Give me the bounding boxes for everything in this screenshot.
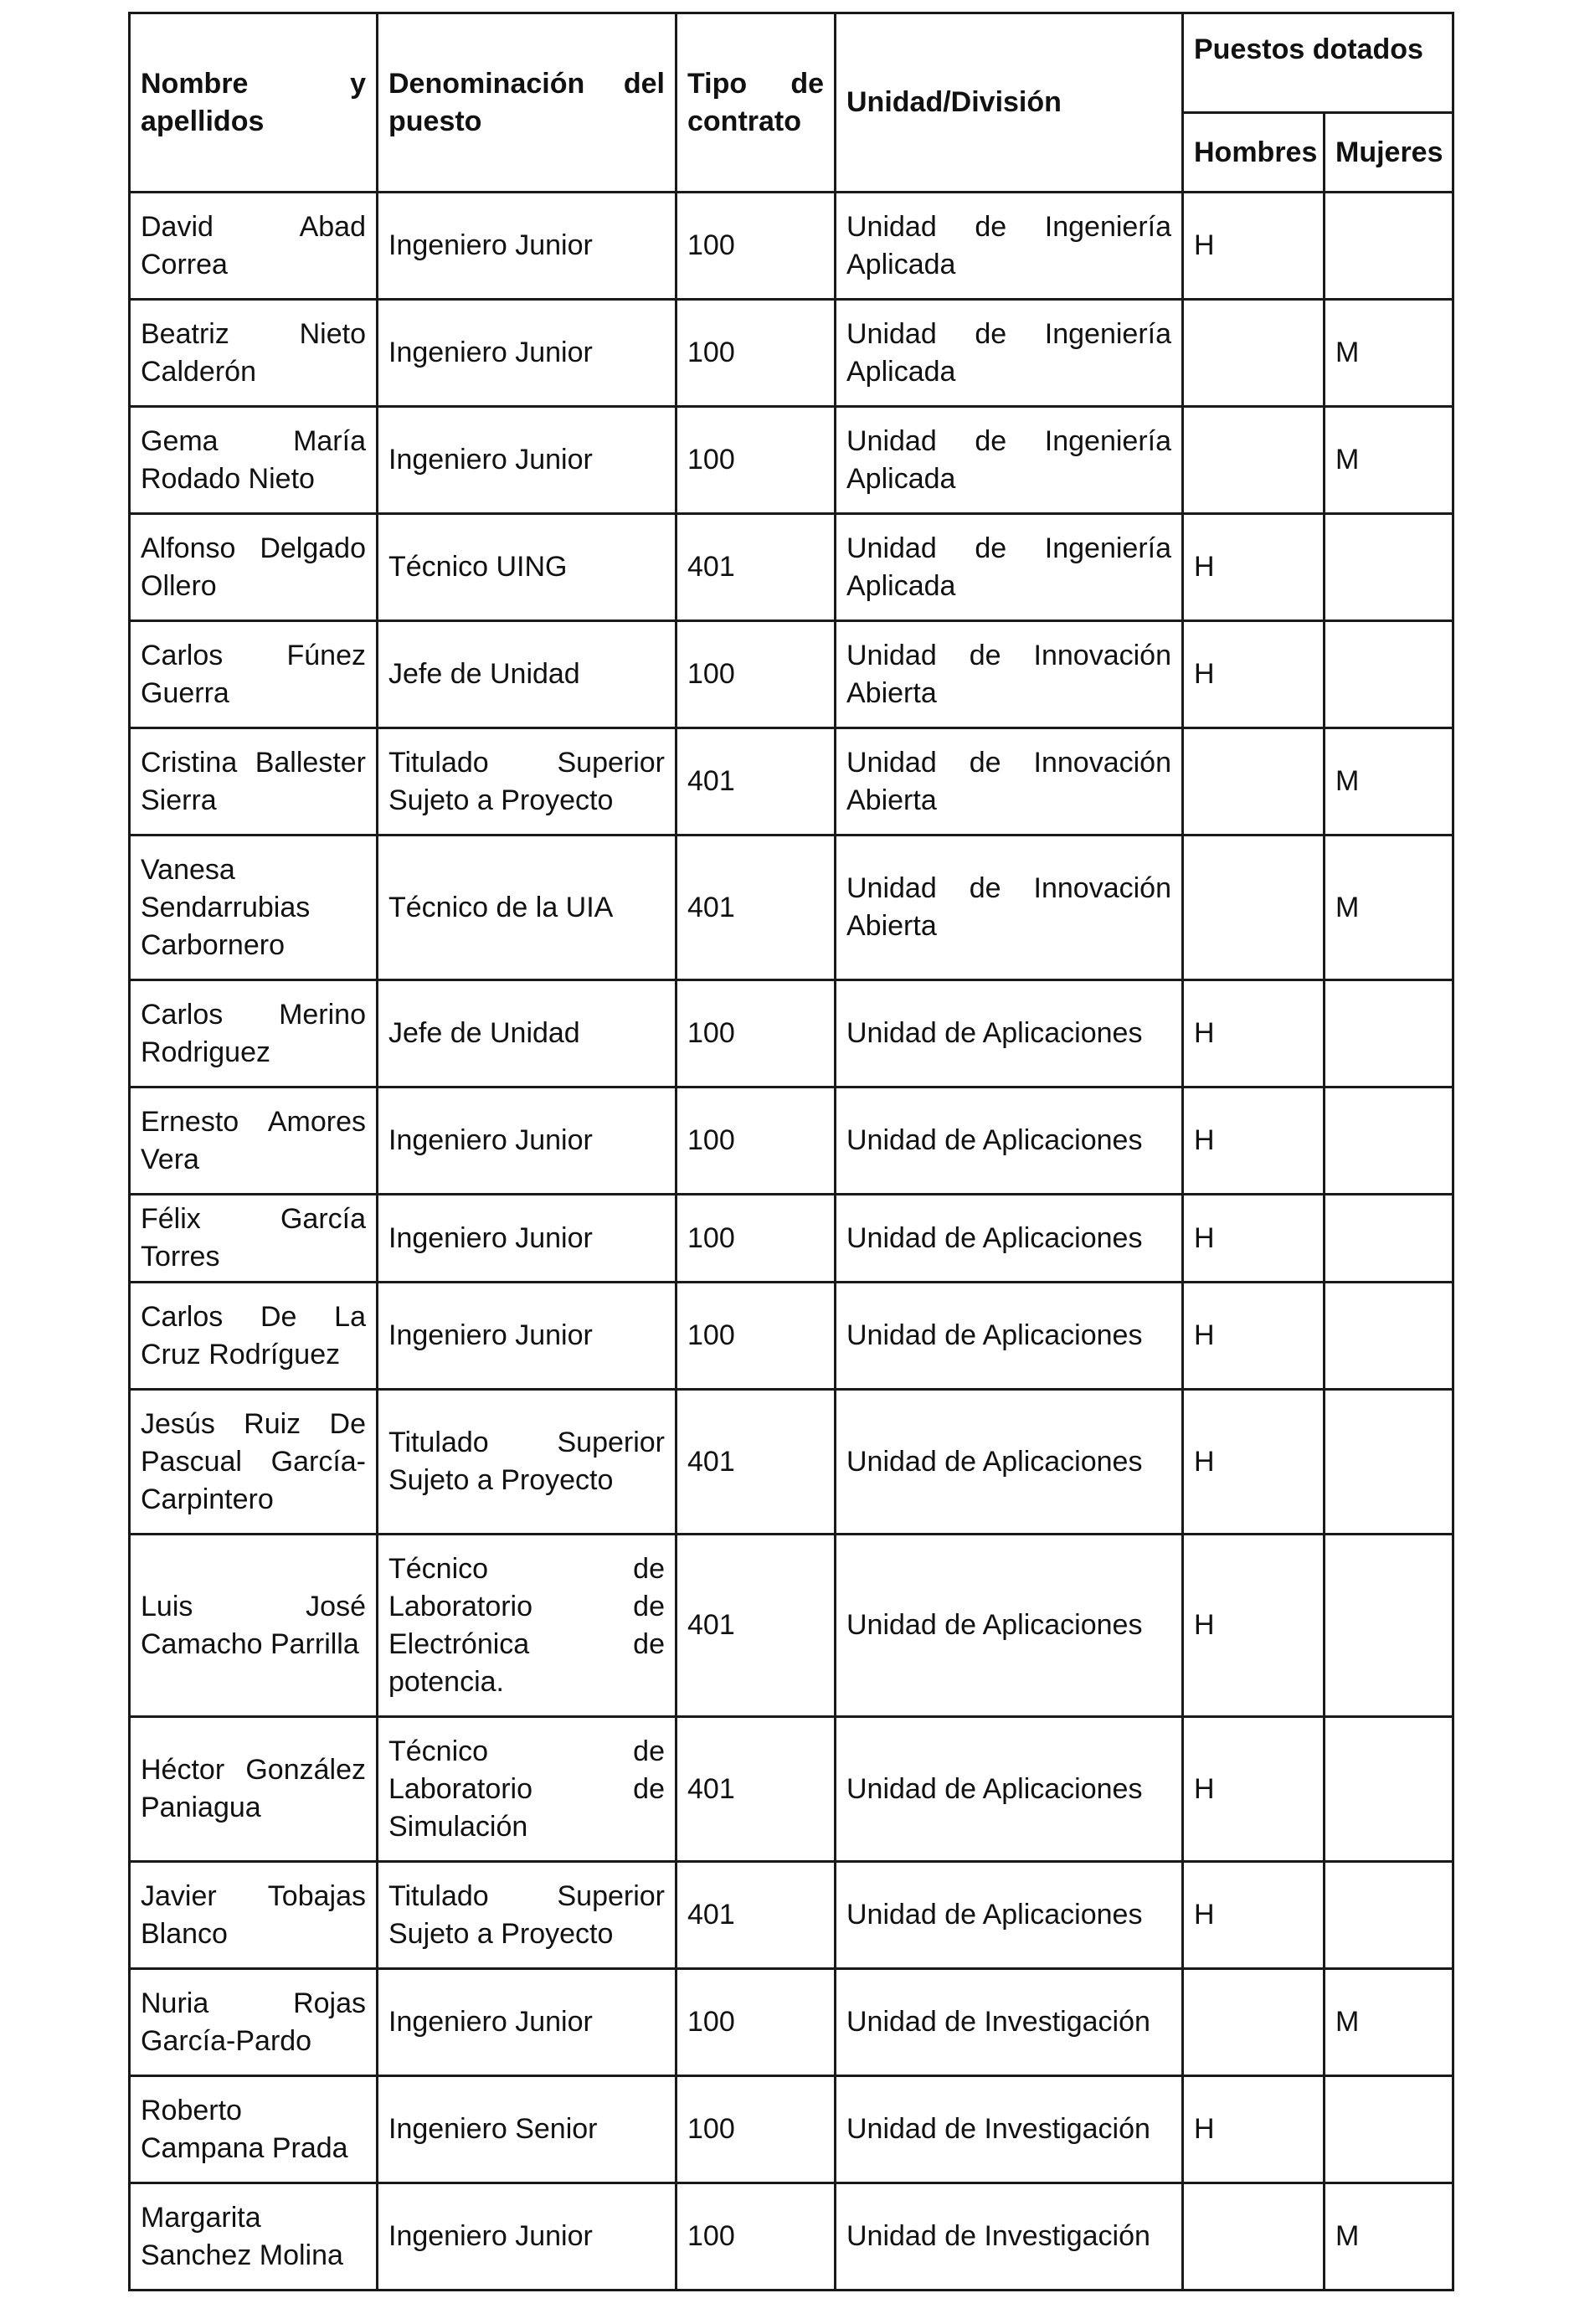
cell-denominacion: Ingeniero Junior [378,1969,676,2076]
table-row [130,193,1453,300]
table-row [130,1283,1453,1390]
cell-hombres [1183,1969,1325,2076]
cell-denominacion: Técnico UING [378,514,676,621]
cell-denominacion: Jefe de Unidad [378,980,676,1087]
cell-tipo: 100 [676,1195,836,1283]
cell-denominacion: Jefe de Unidad [378,621,676,728]
cell-tipo: 100 [676,2183,836,2291]
cell-tipo: 100 [676,2076,836,2183]
cell-hombres: H [1183,193,1325,300]
cell-unidad: Unidad de Aplicaciones [836,1862,1183,1969]
cell-mujeres [1325,1862,1453,1969]
cell-unidad: Unidad de Ingeniería Aplicada [836,300,1183,407]
table-row [130,1390,1453,1535]
cell-tipo: 100 [676,1087,836,1195]
cell-nombre: David Abad Correa [130,193,378,300]
cell-unidad: Unidad de Ingeniería Aplicada [836,514,1183,621]
table-row [130,407,1453,514]
cell-denominacion: Ingeniero Junior [378,1087,676,1195]
cell-nombre: Carlos Merino Rodriguez [130,980,378,1087]
cell-unidad: Unidad de Aplicaciones [836,980,1183,1087]
cell-unidad: Unidad de Aplicaciones [836,1195,1183,1283]
cell-hombres: H [1183,1390,1325,1535]
table-row [130,836,1453,980]
cell-denominacion: Ingeniero Junior [378,1283,676,1390]
cell-mujeres: M [1325,836,1453,980]
cell-unidad: Unidad de Aplicaciones [836,1717,1183,1862]
cell-unidad: Unidad de Ingeniería Aplicada [836,407,1183,514]
header-nombre: Nombre y apellidos [130,13,378,193]
cell-tipo: 401 [676,836,836,980]
cell-hombres: H [1183,1087,1325,1195]
cell-tipo: 401 [676,514,836,621]
cell-mujeres: M [1325,407,1453,514]
cell-denominacion: Titulado Superior Sujeto a Proyecto [378,728,676,836]
cell-denominacion: Titulado Superior Sujeto a Proyecto [378,1390,676,1535]
table-row [130,300,1453,407]
cell-denominacion: Ingeniero Junior [378,300,676,407]
table-row [130,1195,1453,1283]
cell-mujeres [1325,980,1453,1087]
cell-nombre: Javier Tobajas Blanco [130,1862,378,1969]
cell-nombre: Vanesa Sendarrubias Carbornero [130,836,378,980]
cell-nombre: Alfonso Delgado Ollero [130,514,378,621]
cell-mujeres [1325,621,1453,728]
cell-nombre: Margarita Sanchez Molina [130,2183,378,2291]
table-row [130,1535,1453,1717]
cell-unidad: Unidad de Investigación [836,2076,1183,2183]
cell-tipo: 401 [676,1717,836,1862]
cell-nombre: Cristina Ballester Sierra [130,728,378,836]
header-tipo: Tipo de contrato [676,13,836,193]
table-row [130,1717,1453,1862]
cell-mujeres: M [1325,2183,1453,2291]
cell-hombres: H [1183,1195,1325,1283]
cell-nombre: Ernesto Amores Vera [130,1087,378,1195]
header-hombres: Hombres [1183,113,1325,193]
cell-tipo: 401 [676,728,836,836]
cell-hombres: H [1183,1535,1325,1717]
cell-unidad: Unidad de Innovación Abierta [836,621,1183,728]
cell-mujeres [1325,1390,1453,1535]
cell-hombres [1183,407,1325,514]
cell-hombres: H [1183,514,1325,621]
cell-mujeres: M [1325,300,1453,407]
cell-tipo: 100 [676,193,836,300]
cell-tipo: 401 [676,1390,836,1535]
cell-nombre: Nuria Rojas García-Pardo [130,1969,378,2076]
cell-tipo: 100 [676,300,836,407]
cell-denominacion: Ingeniero Junior [378,193,676,300]
cell-mujeres [1325,2076,1453,2183]
cell-tipo: 100 [676,407,836,514]
cell-tipo: 100 [676,621,836,728]
cell-unidad: Unidad de Innovación Abierta [836,728,1183,836]
cell-hombres: H [1183,2076,1325,2183]
header-mujeres: Mujeres [1325,113,1453,193]
cell-mujeres [1325,1535,1453,1717]
cell-nombre: Jesús Ruiz De Pascual García-Carpintero [130,1390,378,1535]
cell-mujeres [1325,1195,1453,1283]
cell-unidad: Unidad de Investigación [836,2183,1183,2291]
table-row [130,1969,1453,2076]
cell-hombres [1183,2183,1325,2291]
header-row [130,13,1453,113]
cell-nombre: Luis José Camacho Parrilla [130,1535,378,1717]
header-puestos: Puestos dotados [1183,13,1453,113]
cell-mujeres [1325,1717,1453,1862]
cell-mujeres [1325,1283,1453,1390]
table-row [130,2183,1453,2291]
header-denominacion: Denominación del puesto [378,13,676,193]
cell-denominacion: Ingeniero Junior [378,2183,676,2291]
table-row [130,980,1453,1087]
cell-hombres: H [1183,621,1325,728]
cell-hombres: H [1183,980,1325,1087]
cell-nombre: Carlos Fúnez Guerra [130,621,378,728]
cell-hombres [1183,300,1325,407]
cell-nombre: Félix García Torres [130,1195,378,1283]
cell-tipo: 100 [676,1283,836,1390]
cell-tipo: 100 [676,1969,836,2076]
table-body [130,193,1453,2291]
cell-mujeres [1325,514,1453,621]
cell-denominacion: Técnico de Laboratorio de Electrónica de potencia. [378,1535,676,1717]
cell-denominacion: Ingeniero Junior [378,1195,676,1283]
cell-unidad: Unidad de Investigación [836,1969,1183,2076]
cell-nombre: Héctor González Paniagua [130,1717,378,1862]
cell-nombre: Roberto Campana Prada [130,2076,378,2183]
staff-table [128,12,1454,2291]
cell-tipo: 100 [676,980,836,1087]
cell-unidad: Unidad de Ingeniería Aplicada [836,193,1183,300]
cell-mujeres: M [1325,728,1453,836]
cell-mujeres [1325,1087,1453,1195]
cell-nombre: Carlos De La Cruz Rodríguez [130,1283,378,1390]
table-row [130,1862,1453,1969]
cell-hombres [1183,728,1325,836]
cell-denominacion: Técnico de Laboratorio de Simulación [378,1717,676,1862]
cell-hombres: H [1183,1283,1325,1390]
table-row [130,514,1453,621]
cell-unidad: Unidad de Aplicaciones [836,1535,1183,1717]
cell-hombres: H [1183,1717,1325,1862]
cell-tipo: 401 [676,1535,836,1717]
cell-unidad: Unidad de Innovación Abierta [836,836,1183,980]
cell-unidad: Unidad de Aplicaciones [836,1087,1183,1195]
cell-mujeres [1325,193,1453,300]
table-row [130,621,1453,728]
cell-denominacion: Titulado Superior Sujeto a Proyecto [378,1862,676,1969]
cell-nombre: Gema María Rodado Nieto [130,407,378,514]
table-row [130,728,1453,836]
cell-tipo: 401 [676,1862,836,1969]
cell-unidad: Unidad de Aplicaciones [836,1390,1183,1535]
cell-denominacion: Ingeniero Junior [378,407,676,514]
table-row [130,2076,1453,2183]
cell-denominacion: Técnico de la UIA [378,836,676,980]
cell-unidad: Unidad de Aplicaciones [836,1283,1183,1390]
cell-mujeres: M [1325,1969,1453,2076]
cell-denominacion: Ingeniero Senior [378,2076,676,2183]
cell-hombres: H [1183,1862,1325,1969]
cell-hombres [1183,836,1325,980]
cell-nombre: Beatriz Nieto Calderón [130,300,378,407]
header-unidad: Unidad/División [836,13,1183,193]
table-row [130,1087,1453,1195]
